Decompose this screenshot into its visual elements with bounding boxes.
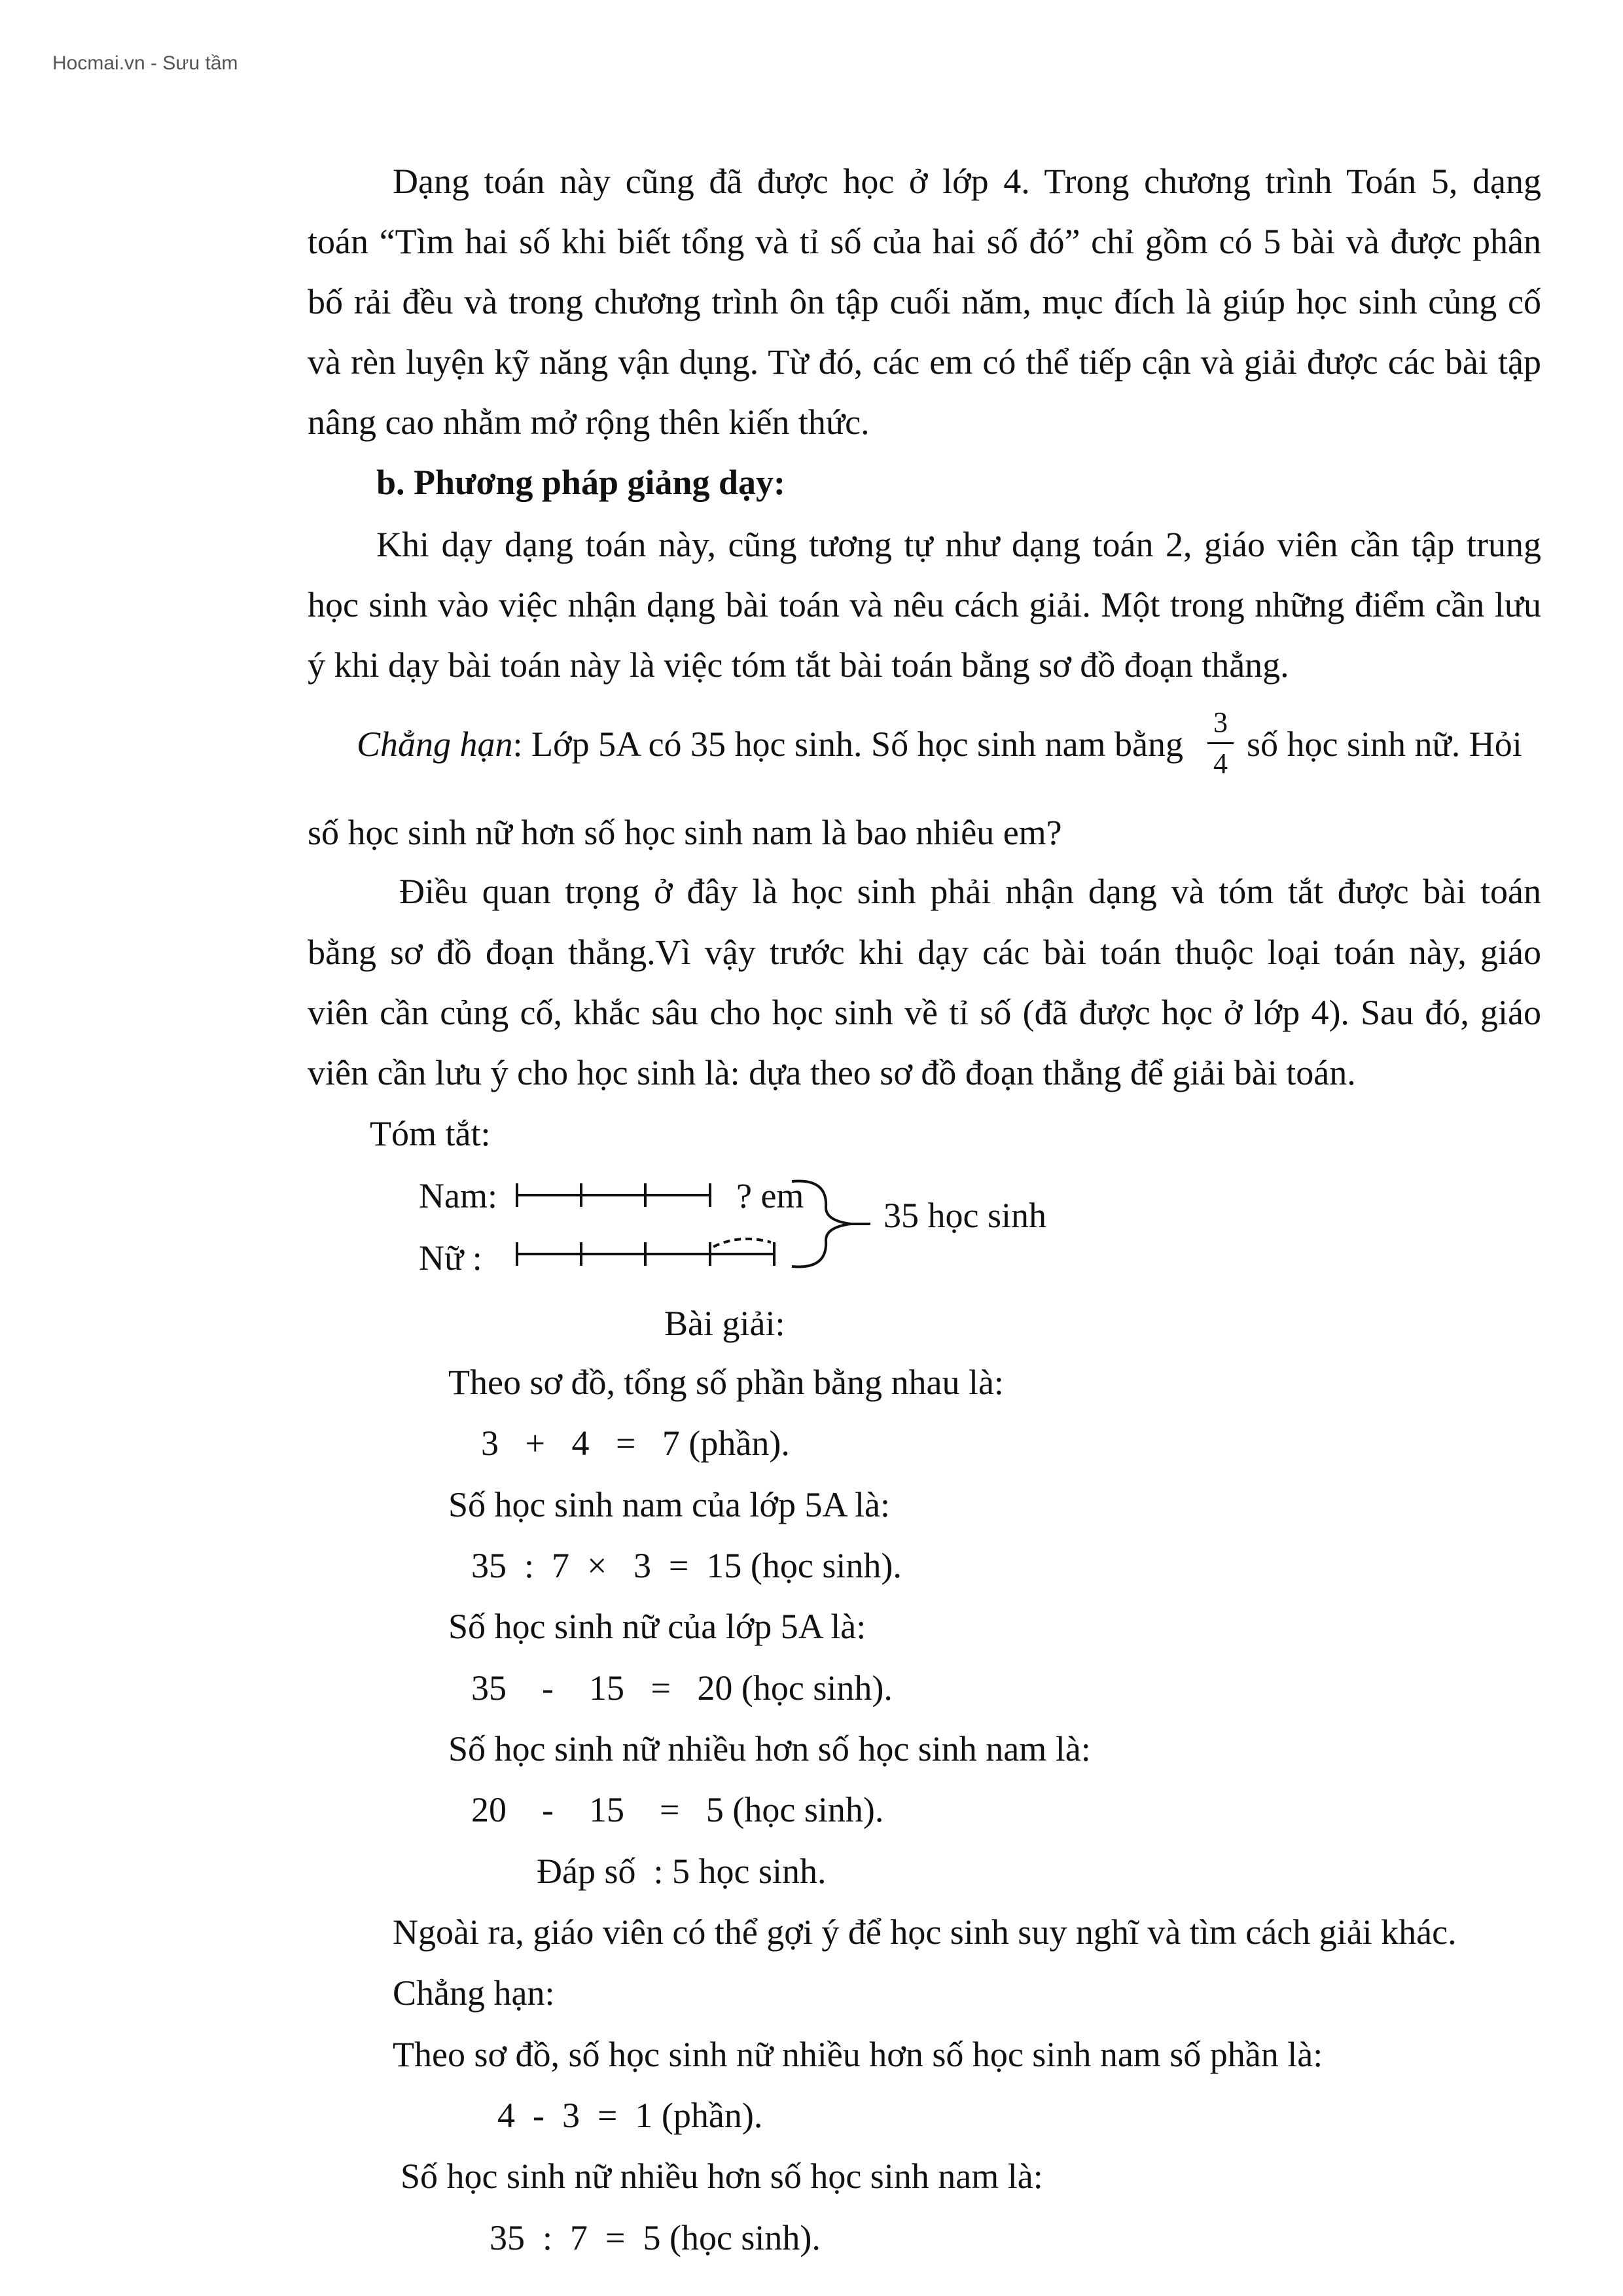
paragraph-3-line-1: Điều quan trọng ở đây là học sinh phải nhận dạng và tóm tắt được bài toán <box>399 872 1541 911</box>
solution-step-3-calc: 35 - 15 = 20 (học sinh). <box>471 1668 893 1708</box>
example-line-2: số học sinh nữ hơn số học sinh nam là bao nhiêu em? <box>308 813 1062 852</box>
solution-title: Bài giải: <box>664 1304 785 1343</box>
solution-step-4-calc: 20 - 15 = 5 (học sinh). <box>471 1790 884 1829</box>
paragraph-1-line-2: toán “Tìm hai số khi biết tổng và tỉ số của hai số đó” chỉ gồm có 5 bài và được phân <box>308 222 1541 261</box>
solution-step-2: Số học sinh nam của lớp 5A là: <box>448 1485 890 1524</box>
alternative-intro: Ngoài ra, giáo viên có thể gợi ý để học sinh suy nghĩ và tìm cách giải khác. <box>393 1912 1457 1952</box>
paragraph-1-line-4: và rèn luyện kỹ năng vận dụng. Từ đó, các em có thể tiếp cận và giải được các bài tập <box>308 342 1541 382</box>
paragraph-1-line-3: bố rải đều và trong chương trình ôn tập cuối năm, mục đích là giúp học sinh củng cố <box>308 282 1541 321</box>
nam-label: Nam: <box>419 1176 497 1215</box>
alternative-step-1: Theo sơ đồ, số học sinh nữ nhiều hơn số học sinh nam số phần là: <box>393 2035 1323 2074</box>
fraction-numerator: 3 <box>1213 706 1228 738</box>
paragraph-3-line-3: viên cần củng cố, khắc sâu cho học sinh về tỉ số (đã được học ở lớp 4). Sau đó, giáo <box>308 993 1541 1032</box>
solution-step-3: Số học sinh nữ của lớp 5A là: <box>448 1607 866 1646</box>
total-brace <box>792 1181 851 1267</box>
paragraph-3-line-4: viên cần lưu ý cho học sinh là: dựa theo sơ đồ đoạn thẳng để giải bài toán. <box>308 1053 1356 1092</box>
summary-title: Tóm tắt: <box>370 1114 491 1153</box>
paragraph-1-line-5: nâng cao nhằm mở rộng thên kiến thức. <box>308 403 870 442</box>
example-label: Chẳng hạn <box>357 725 513 764</box>
fraction-denominator: 4 <box>1213 747 1228 780</box>
example-text: : Lớp 5A có 35 học sinh. Số học sinh nam bằng <box>512 725 1184 764</box>
paragraph-2-line-3: ý khi dạy bài toán này là việc tóm tắt bài toán bằng sơ đồ đoạn thẳng. <box>308 645 1289 685</box>
solution-step-1-calc: 3 + 4 = 7 (phần). <box>481 1424 790 1463</box>
example-line-1-end: số học sinh nữ. Hỏi <box>1247 725 1522 764</box>
alternative-step-2: Số học sinh nữ nhiều hơn số học sinh nam là: <box>401 2157 1043 2196</box>
watermark: Hocmai.vn - Sưu tầm <box>52 52 238 74</box>
paragraph-2-line-1: Khi dạy dạng toán này, cũng tương tự như dạng toán 2, giáo viên cần tập trung <box>376 525 1541 564</box>
solution-step-1: Theo sơ đồ, tổng số phần bằng nhau là: <box>448 1363 1004 1402</box>
paragraph-1-line-1: Dạng toán này cũng đã được học ở lớp 4. Trong chương trình Toán 5, dạng <box>393 162 1541 201</box>
alternative-example: Chẳng hạn: <box>393 1973 555 2013</box>
solution-step-4: Số học sinh nữ nhiều hơn số học sinh nam là: <box>448 1729 1091 1768</box>
nu-label: Nữ : <box>419 1238 482 1278</box>
alternative-step-2-calc: 35 : 7 = 5 (học sinh). <box>490 2218 821 2257</box>
difference-dashed-arc <box>713 1239 771 1247</box>
question-label: ? em <box>736 1176 804 1215</box>
alternative-step-1-calc: 4 - 3 = 1 (phần). <box>497 2096 763 2135</box>
solution-answer: Đáp số : 5 học sinh. <box>537 1852 827 1891</box>
solution-step-2-calc: 35 : 7 × 3 = 15 (học sinh). <box>471 1546 902 1585</box>
paragraph-3-line-2: bằng sơ đồ đoạn thẳng.Vì vậy trước khi dạy các bài toán thuộc loại toán này, giáo <box>308 933 1541 972</box>
total-label: 35 học sinh <box>883 1196 1046 1235</box>
section-heading: b. Phương pháp giảng dạy: <box>376 463 786 502</box>
paragraph-2-line-2: học sinh vào việc nhận dạng bài toán và nêu cách giải. Một trong những điểm cần lưu <box>308 585 1541 624</box>
